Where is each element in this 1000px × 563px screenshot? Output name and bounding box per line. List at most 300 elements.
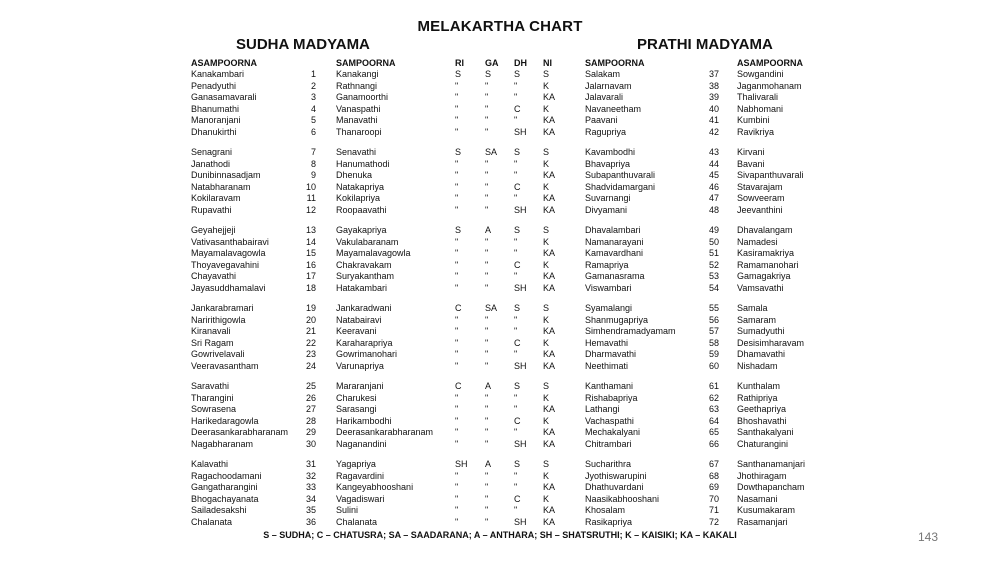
cell-ri: " [455, 92, 459, 103]
cell-dh: C [514, 337, 521, 348]
cell-ga: S [485, 69, 492, 79]
cell-sampoorna-right: Paavani [585, 115, 618, 126]
cell-ga: " [485, 127, 489, 137]
cell-sampoorna-right: Kavambodhi [585, 147, 636, 157]
cell-ga: " [485, 205, 489, 215]
cell-dh: " [514, 392, 518, 403]
cell-ni: KA [543, 361, 556, 371]
cell-number-right: 63 [708, 404, 719, 415]
cell-ri: " [455, 271, 459, 282]
cell-asampoorna-right: Dhamavathi [737, 349, 786, 360]
header-asampoorna-left: ASAMPOORNA [191, 58, 258, 68]
cell-number-right: 46 [708, 181, 719, 192]
cell-sampoorna-right: Khosalam [585, 505, 626, 516]
cell-ga: " [485, 170, 489, 181]
cell-sampoorna-right: Ramapriya [585, 259, 629, 270]
cell-number-left: 22 [305, 337, 316, 348]
cell-sampoorna-left: Gayakapriya [336, 225, 387, 235]
cell-sampoorna-left: Mararanjani [336, 381, 384, 391]
cell-ni: K [543, 470, 550, 481]
cell-number-left: 36 [305, 517, 316, 527]
cell-ga: " [485, 404, 489, 415]
cell-number-right: 47 [708, 193, 719, 204]
cell-sampoorna-left: Vakulabaranam [336, 236, 399, 247]
cell-number-right: 40 [708, 103, 719, 114]
cell-dh: " [514, 404, 518, 415]
cell-dh: " [514, 326, 518, 337]
cell-ga: " [485, 482, 489, 493]
cell-dh: S [514, 69, 521, 79]
cell-asampoorna-right: Sowveeram [737, 193, 785, 204]
cell-sampoorna-right: Kamavardhani [585, 248, 644, 259]
cell-ri: " [455, 259, 459, 270]
cell-ri: " [455, 404, 459, 415]
cell-dh: S [514, 225, 521, 235]
header-ni: NI [543, 58, 552, 68]
cell-ri: " [455, 482, 459, 493]
cell-asampoorna-left: Mayamalavagowla [191, 248, 266, 259]
cell-ni: S [543, 459, 550, 469]
cell-dh: " [514, 236, 518, 247]
cell-asampoorna-right: Gamagakriya [737, 271, 791, 282]
cell-ri: " [455, 349, 459, 360]
cell-asampoorna-left: Nagabharanam [191, 439, 254, 449]
cell-asampoorna-left: Bhogachayanata [191, 493, 259, 504]
cell-number-right: 49 [708, 225, 719, 235]
cell-number-right: 56 [708, 314, 719, 325]
cell-asampoorna-right: Rasamanjari [737, 517, 788, 527]
cell-ni: KA [543, 404, 556, 415]
cell-asampoorna-right: Thalivarali [737, 92, 779, 103]
cell-dh: SH [514, 127, 527, 137]
cell-dh: C [514, 259, 521, 270]
cell-sampoorna-left: Hatakambari [336, 283, 388, 293]
cell-ri: " [455, 181, 459, 192]
cell-sampoorna-left: Senavathi [336, 147, 377, 157]
cell-asampoorna-left: Geyahejjeji [191, 225, 236, 235]
cell-number-right: 62 [708, 392, 719, 403]
cell-number-left: 17 [305, 271, 316, 282]
cell-asampoorna-left: Harikedaragowla [191, 415, 259, 426]
cell-sampoorna-right: Jalarnavam [585, 80, 632, 91]
cell-asampoorna-right: Desisimharavam [737, 337, 805, 348]
cell-number-right: 38 [708, 80, 719, 91]
cell-asampoorna-left: Deerasankarabharanam [191, 427, 289, 438]
cell-ga: " [485, 181, 489, 192]
cell-dh: C [514, 181, 521, 192]
cell-ri: " [455, 470, 459, 481]
cell-dh: SH [514, 439, 527, 449]
cell-sampoorna-right: Shanmugapriya [585, 314, 649, 325]
cell-dh: S [514, 381, 521, 391]
cell-sampoorna-right: Divyamani [585, 205, 628, 215]
cell-asampoorna-right: Ramamanohari [737, 259, 799, 270]
cell-ri: " [455, 392, 459, 403]
cell-number-right: 37 [708, 69, 719, 79]
cell-dh: " [514, 115, 518, 126]
cell-number-left: 27 [305, 404, 316, 415]
cell-sampoorna-right: Rishabapriya [585, 392, 638, 403]
cell-number-left: 12 [305, 205, 316, 215]
cell-sampoorna-right: Kanthamani [585, 381, 634, 391]
cell-ri: " [455, 427, 459, 438]
cell-number-left: 35 [305, 505, 316, 516]
cell-ni: K [543, 415, 550, 426]
cell-asampoorna-left: Manoranjani [191, 115, 241, 126]
cell-ni: K [543, 236, 550, 247]
cell-asampoorna-right: Kusumakaram [737, 505, 796, 516]
cell-number-left: 24 [305, 361, 316, 371]
cell-number-right: 41 [708, 115, 719, 126]
cell-ni: KA [543, 193, 556, 204]
cell-sampoorna-left: Dhenuka [336, 170, 373, 181]
cell-number-right: 60 [708, 361, 719, 371]
cell-dh: SH [514, 205, 527, 215]
cell-sampoorna-left: Suryakantham [336, 271, 395, 282]
cell-asampoorna-left: Vativasanthabairavi [191, 236, 269, 247]
cell-number-right: 54 [708, 283, 719, 293]
cell-ga: " [485, 337, 489, 348]
cell-ga: " [485, 517, 489, 527]
cell-sampoorna-left: Ragavardini [336, 470, 385, 481]
cell-ga: " [485, 349, 489, 360]
cell-ga: " [485, 314, 489, 325]
cell-asampoorna-right: Santhanamanjari [737, 459, 806, 469]
cell-ga: " [485, 505, 489, 516]
cell-sampoorna-right: Chitrambari [585, 439, 632, 449]
cell-asampoorna-left: Gangatharangini [191, 482, 258, 493]
cell-number-right: 52 [708, 259, 719, 270]
header-asampoorna-right: ASAMPOORNA [737, 58, 804, 68]
cell-number-left: 16 [305, 259, 316, 270]
cell-number-right: 71 [708, 505, 719, 516]
cell-ni: K [543, 80, 550, 91]
cell-asampoorna-right: Bavani [737, 158, 765, 169]
cell-number-left: 19 [305, 303, 316, 313]
cell-asampoorna-left: Kiranavali [191, 326, 231, 337]
cell-dh: " [514, 158, 518, 169]
cell-dh: " [514, 470, 518, 481]
page-title: MELAKARTHA CHART [417, 18, 583, 35]
cell-ri: " [455, 439, 459, 449]
cell-asampoorna-left: Saravathi [191, 381, 230, 391]
cell-asampoorna-right: Nasamani [737, 493, 778, 504]
cell-asampoorna-left: Thoyavegavahini [191, 259, 260, 270]
cell-asampoorna-right: Dhavalangam [737, 225, 793, 235]
cell-asampoorna-left: Dunibinnasadjam [191, 170, 261, 181]
cell-asampoorna-left: Jayasuddhamalavi [191, 283, 266, 293]
cell-ni: KA [543, 170, 556, 181]
cell-ri: " [455, 326, 459, 337]
cell-ga: A [485, 225, 492, 235]
cell-number-right: 61 [708, 381, 719, 391]
cell-ri: " [455, 517, 459, 527]
cell-asampoorna-left: Senagrani [191, 147, 233, 157]
cell-ga: A [485, 459, 492, 469]
cell-asampoorna-right: Samaram [737, 314, 777, 325]
cell-asampoorna-right: Stavarajam [737, 181, 783, 192]
cell-sampoorna-right: Hemavathi [585, 337, 629, 348]
cell-sampoorna-right: Lathangi [585, 404, 620, 415]
cell-ri: " [455, 337, 459, 348]
cell-number-left: 32 [305, 470, 316, 481]
cell-asampoorna-right: Nabhomani [737, 103, 784, 114]
cell-ga: " [485, 283, 489, 293]
cell-number-right: 58 [708, 337, 719, 348]
cell-sampoorna-right: Bhavapriya [585, 158, 631, 169]
cell-number-left: 6 [310, 127, 316, 137]
cell-ri: " [455, 283, 459, 293]
cell-dh: " [514, 482, 518, 493]
cell-asampoorna-right: Santhakalyani [737, 427, 794, 438]
cell-number-right: 67 [708, 459, 719, 469]
cell-ga: " [485, 259, 489, 270]
cell-ni: KA [543, 92, 556, 103]
cell-asampoorna-left: Naririthigowla [191, 314, 246, 325]
cell-sampoorna-right: Viswambari [585, 283, 632, 293]
cell-number-left: 25 [305, 381, 316, 391]
cell-asampoorna-right: Ravikriya [737, 127, 775, 137]
cell-sampoorna-left: Sarasangi [336, 404, 377, 415]
cell-asampoorna-right: Sumadyuthi [737, 326, 785, 337]
cell-ni: KA [543, 505, 556, 516]
cell-sampoorna-right: Naasikabhooshani [585, 493, 660, 504]
cell-sampoorna-right: Neethimati [585, 361, 629, 371]
cell-asampoorna-left: Kanakambari [191, 69, 245, 79]
cell-sampoorna-left: Vanaspathi [336, 103, 381, 114]
cell-asampoorna-right: Kasiramakriya [737, 248, 795, 259]
cell-asampoorna-left: Gowrivelavali [191, 349, 245, 360]
cell-dh: " [514, 248, 518, 259]
cell-sampoorna-right: Simhendramadyamam [585, 326, 676, 337]
cell-sampoorna-left: Kanakangi [336, 69, 379, 79]
cell-asampoorna-right: Geethapriya [737, 404, 787, 415]
cell-dh: C [514, 415, 521, 426]
cell-number-left: 33 [305, 482, 316, 493]
cell-ri: " [455, 314, 459, 325]
cell-number-left: 3 [310, 92, 316, 103]
cell-ri: " [455, 158, 459, 169]
cell-ni: KA [543, 115, 556, 126]
cell-sampoorna-left: Karaharapriya [336, 337, 393, 348]
cell-ri: S [455, 69, 462, 79]
cell-sampoorna-left: Charukesi [336, 392, 377, 403]
cell-ga: SA [485, 303, 498, 313]
cell-ri: " [455, 103, 459, 114]
cell-sampoorna-left: Naganandini [336, 439, 387, 449]
cell-ri: " [455, 205, 459, 215]
cell-ri: " [455, 361, 459, 371]
cell-asampoorna-right: Sowgandini [737, 69, 784, 79]
cell-number-left: 5 [310, 115, 316, 126]
cell-sampoorna-right: Dhathuvardani [585, 482, 644, 493]
header-ri: RI [455, 58, 464, 68]
cell-sampoorna-right: Namanarayani [585, 236, 644, 247]
cell-ga: " [485, 326, 489, 337]
cell-dh: " [514, 505, 518, 516]
cell-number-left: 11 [306, 193, 316, 204]
cell-ri: S [455, 225, 462, 235]
cell-number-right: 39 [708, 92, 719, 103]
cell-number-left: 29 [305, 427, 316, 438]
cell-dh: " [514, 193, 518, 204]
cell-sampoorna-left: Chalanata [336, 517, 378, 527]
cell-number-left: 18 [305, 283, 316, 293]
cell-ni: K [543, 158, 550, 169]
cell-ni: K [543, 337, 550, 348]
cell-asampoorna-right: Jhothiragam [737, 470, 787, 481]
cell-dh: " [514, 170, 518, 181]
cell-ni: K [543, 259, 550, 270]
cell-sampoorna-right: Salakam [585, 69, 621, 79]
cell-ga: " [485, 158, 489, 169]
cell-asampoorna-left: Jankarabramari [191, 303, 254, 313]
cell-ni: KA [543, 517, 556, 527]
cell-number-right: 42 [708, 127, 719, 137]
cell-ni: S [543, 225, 550, 235]
cell-number-left: 23 [305, 349, 316, 360]
cell-ri: " [455, 80, 459, 91]
prathi-madyama-title: PRATHI MADYAMA [637, 36, 773, 53]
cell-ga: " [485, 493, 489, 504]
cell-asampoorna-right: Chaturangini [737, 439, 789, 449]
cell-asampoorna-right: Jaganmohanam [737, 80, 802, 91]
cell-number-left: 30 [305, 439, 316, 449]
cell-sampoorna-right: Vachaspathi [585, 415, 634, 426]
cell-sampoorna-left: Rathnangi [336, 80, 378, 91]
cell-ni: S [543, 303, 550, 313]
cell-number-right: 69 [708, 482, 719, 493]
cell-number-right: 50 [708, 236, 719, 247]
cell-ri: SH [455, 459, 468, 469]
cell-ni: KA [543, 205, 556, 215]
cell-dh: SH [514, 283, 527, 293]
cell-sampoorna-right: Dhavalambari [585, 225, 641, 235]
cell-asampoorna-left: Bhanumathi [191, 103, 240, 114]
cell-ga: A [485, 381, 492, 391]
cell-dh: " [514, 92, 518, 103]
cell-sampoorna-left: Mayamalavagowla [336, 248, 411, 259]
cell-number-left: 26 [305, 392, 316, 403]
cell-asampoorna-right: Kunthalam [737, 381, 781, 391]
cell-asampoorna-left: Sailadesakshi [191, 505, 247, 516]
header-sampoorna-left: SAMPOORNA [336, 58, 396, 68]
cell-number-left: 10 [305, 181, 316, 192]
cell-asampoorna-right: Samala [737, 303, 768, 313]
cell-sampoorna-left: Kokilapriya [336, 193, 381, 204]
cell-sampoorna-right: Sucharithra [585, 459, 632, 469]
cell-ga: " [485, 361, 489, 371]
cell-asampoorna-right: Nishadam [737, 361, 778, 371]
cell-asampoorna-left: Janathodi [191, 158, 231, 169]
sudha-madyama-title: SUDHA MADYAMA [236, 36, 370, 53]
cell-asampoorna-right: Kumbini [737, 115, 770, 126]
cell-dh: S [514, 147, 521, 157]
cell-number-right: 57 [708, 326, 719, 337]
cell-asampoorna-left: Chayavathi [191, 271, 237, 282]
cell-sampoorna-left: Manavathi [336, 115, 378, 126]
cell-asampoorna-right: Namadesi [737, 236, 778, 247]
cell-asampoorna-right: Kirvani [737, 147, 765, 157]
cell-number-left: 34 [305, 493, 316, 504]
cell-ri: " [455, 115, 459, 126]
cell-ni: KA [543, 127, 556, 137]
cell-number-right: 65 [708, 427, 719, 438]
cell-ri: C [455, 303, 462, 313]
cell-asampoorna-left: Sri Ragam [191, 337, 234, 348]
cell-sampoorna-left: Roopaavathi [336, 205, 387, 215]
cell-ga: " [485, 470, 489, 481]
cell-number-left: 7 [310, 147, 316, 157]
cell-sampoorna-left: Sulini [336, 505, 359, 516]
cell-dh: S [514, 459, 521, 469]
cell-sampoorna-left: Jankaradwani [336, 303, 392, 313]
cell-number-right: 55 [708, 303, 719, 313]
cell-ni: KA [543, 326, 556, 337]
cell-sampoorna-right: Gamanasrama [585, 271, 645, 282]
cell-number-right: 66 [708, 439, 719, 449]
cell-ri: " [455, 193, 459, 204]
cell-sampoorna-left: Vagadiswari [336, 493, 385, 504]
cell-ni: KA [543, 248, 556, 259]
cell-sampoorna-left: Kangeyabhooshani [336, 482, 414, 493]
cell-asampoorna-left: Kalavathi [191, 459, 229, 469]
cell-number-left: 4 [310, 103, 316, 114]
cell-number-left: 20 [305, 314, 316, 325]
cell-dh: " [514, 80, 518, 91]
cell-ri: S [455, 147, 462, 157]
header-dh: DH [514, 58, 527, 68]
cell-number-right: 68 [708, 470, 719, 481]
cell-sampoorna-left: Yagapriya [336, 459, 376, 469]
cell-sampoorna-left: Hanumathodi [336, 158, 390, 169]
cell-ri: " [455, 493, 459, 504]
cell-sampoorna-left: Natabairavi [336, 314, 382, 325]
cell-dh: " [514, 314, 518, 325]
cell-number-left: 8 [310, 158, 316, 169]
cell-ga: " [485, 193, 489, 204]
cell-ni: KA [543, 427, 556, 438]
page-number: 143 [918, 530, 939, 544]
cell-sampoorna-right: Navaneetham [585, 103, 642, 114]
legend: S – SUDHA; C – CHATUSRA; SA – SAADARANA; A – ANTHARA; SH – SHATSRUTHI; K – KAISIKI; KA – KAKALI [263, 530, 737, 540]
cell-number-right: 59 [708, 349, 719, 360]
cell-ri: " [455, 236, 459, 247]
cell-sampoorna-left: Chakravakam [336, 259, 392, 270]
cell-asampoorna-left: Sowrasena [191, 404, 237, 415]
cell-sampoorna-right: Syamalangi [585, 303, 633, 313]
cell-ni: K [543, 392, 550, 403]
cell-ni: K [543, 314, 550, 325]
cell-asampoorna-left: Penadyuthi [191, 80, 237, 91]
cell-number-left: 14 [305, 236, 316, 247]
cell-sampoorna-right: Dharmavathi [585, 349, 637, 360]
cell-ga: " [485, 80, 489, 91]
cell-asampoorna-left: Dhanukirthi [191, 127, 237, 137]
cell-number-right: 48 [708, 205, 719, 215]
cell-ga: SA [485, 147, 498, 157]
cell-ga: " [485, 415, 489, 426]
cell-sampoorna-right: Suvarnangi [585, 193, 631, 204]
cell-ga: " [485, 439, 489, 449]
cell-dh: " [514, 349, 518, 360]
cell-dh: S [514, 303, 521, 313]
header-sampoorna-right: SAMPOORNA [585, 58, 645, 68]
cell-number-left: 1 [310, 69, 316, 79]
cell-number-left: 13 [305, 225, 316, 235]
cell-asampoorna-right: Bhoshavathi [737, 415, 787, 426]
cell-asampoorna-right: Rathipriya [737, 392, 778, 403]
